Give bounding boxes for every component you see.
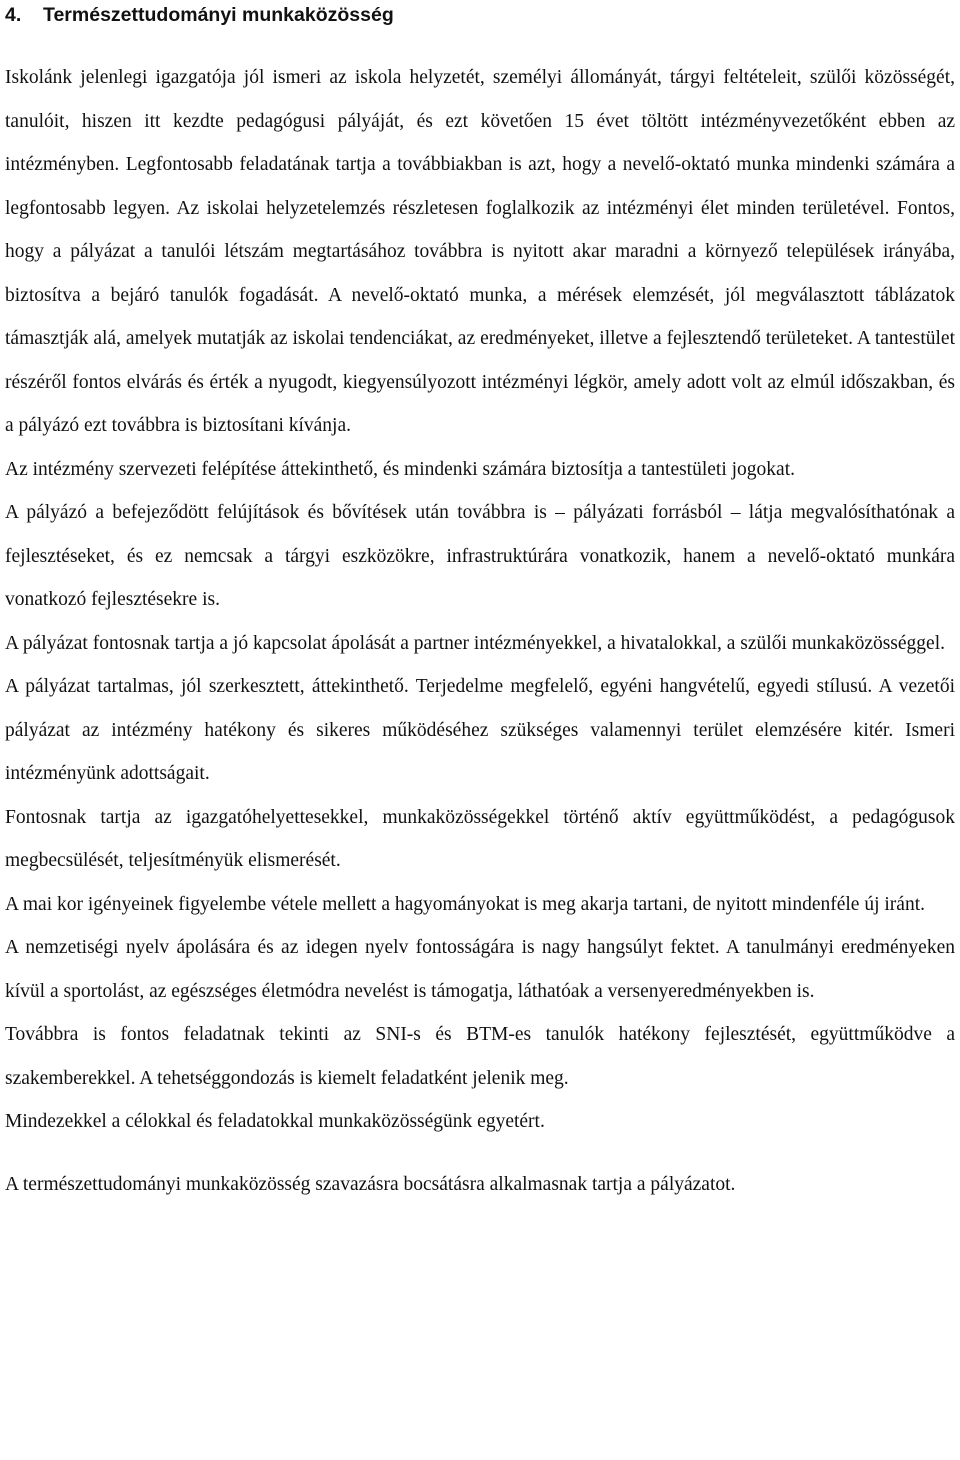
paragraph-agreement: Mindezekkel a célokkal és feladatokkal munkaközösségünk egyetért. — [5, 1111, 545, 1132]
document-page — [5, 0, 955, 1206]
paragraph-partnerships: A pályázat fontosnak tartja a jó kapcsolat ápolását a partner intézményekkel, a hivatalokkal, a szülői munkaközösséggel. — [5, 632, 945, 654]
paragraph-cooperation: Fontosnak tartja az igazgatóhelyettesekkel, munkaközösségekkel történő aktív együttműködést, a pedagógusok megbecsülését, teljesítményük elismerését. — [5, 806, 955, 871]
closing-statement: A természettudományi munkaközösség szavazásra bocsátásra alkalmasnak tartja a pályázatot. — [5, 1173, 736, 1195]
paragraph-traditions: A mai kor igényeinek figyelembe vétele mellett a hagyományokat is meg akarja tartani, de nyitott mindenféle új iránt. — [5, 893, 925, 915]
paragraph-languages-sport: A nemzetiségi nyelv ápolására és az idegen nyelv fontosságára is nagy hangsúlyt fektet. A tanulmányi eredményeken kívül a sportolást, az egészséges életmódra nevelést is támogatja, láthatóak a versenyeredményekben is. — [5, 937, 955, 1002]
paragraph-school-assessment: Iskolánk jelenlegi igazgatója jól ismeri az iskola helyzetét, személyi állományát, tárgyi feltételeit, szülői közösségét, tanulóit, hiszen itt kezdte pedagógusi pályáját, és ezt követően 15 évet töltött intézményvezetőként ebben az intézményben. Legfontosabb feladatának tartja a továbbiakban is azt, hogy a nevelő-oktató munka mindenki számára a legfontosabb legyen. Az iskolai helyzetelemzés részletesen foglalkozik az intézményi élet minden területével. Fontos, hogy a pályázat a tanulói létszám megtartásához továbbra is nyitott akar maradni a környező települések irányába, biztosítva a bejáró tanulók fogadását. A nevelő-oktató munka, a mérések elemzését, jól megválasztott táblázatok támasztják alá, amelyek mutatják az iskolai tendenciákat, az eredményeket, illetve a fejlesztendő területeket. A tantestület részéről fontos elvárás és érték a nyugodt, kiegyensúlyozott intézményi légkör, amely adott volt az elmúl időszakban, és a pályázó ezt továbbra is biztosítani kívánja. — [5, 67, 955, 436]
section-number: 4. — [5, 4, 22, 26]
section-heading — [5, 0, 955, 28]
paragraph-application-quality: A pályázat tartalmas, jól szerkesztett, áttekinthető. Terjedelme megfelelő, egyéni hangvételű, egyedi stílusú. A vezetői pályázat az intézmény hatékony és sikeres működéséhez szükséges valamennyi terület elemzésére kitér. Ismeri intézményünk adottságait. — [5, 676, 955, 784]
section-title: Természettudományi munkaközösség — [43, 4, 394, 26]
paragraph-special-needs: Továbbra is fontos feladatnak tekinti az SNI-s és BTM-es tanulók hatékony fejlesztését, együttműködve a szakemberekkel. A tehetséggondozás is kiemelt feladatként jelenik meg. — [5, 1024, 955, 1089]
paragraph-organization: Az intézmény szervezeti felépítése áttekinthető, és mindenki számára biztosítja a tantestületi jogokat. — [5, 458, 795, 480]
paragraph-developments: A pályázó a befejeződött felújítások és bővítések után továbbra is – pályázati forrásból – látja megvalósíthatónak a fejlesztéseket, és ez nemcsak a tárgyi eszközökre, infrastruktúrára vonatkozik, hanem a nevelő-oktató munkára vonatkozó fejlesztésekre is. — [5, 502, 955, 610]
